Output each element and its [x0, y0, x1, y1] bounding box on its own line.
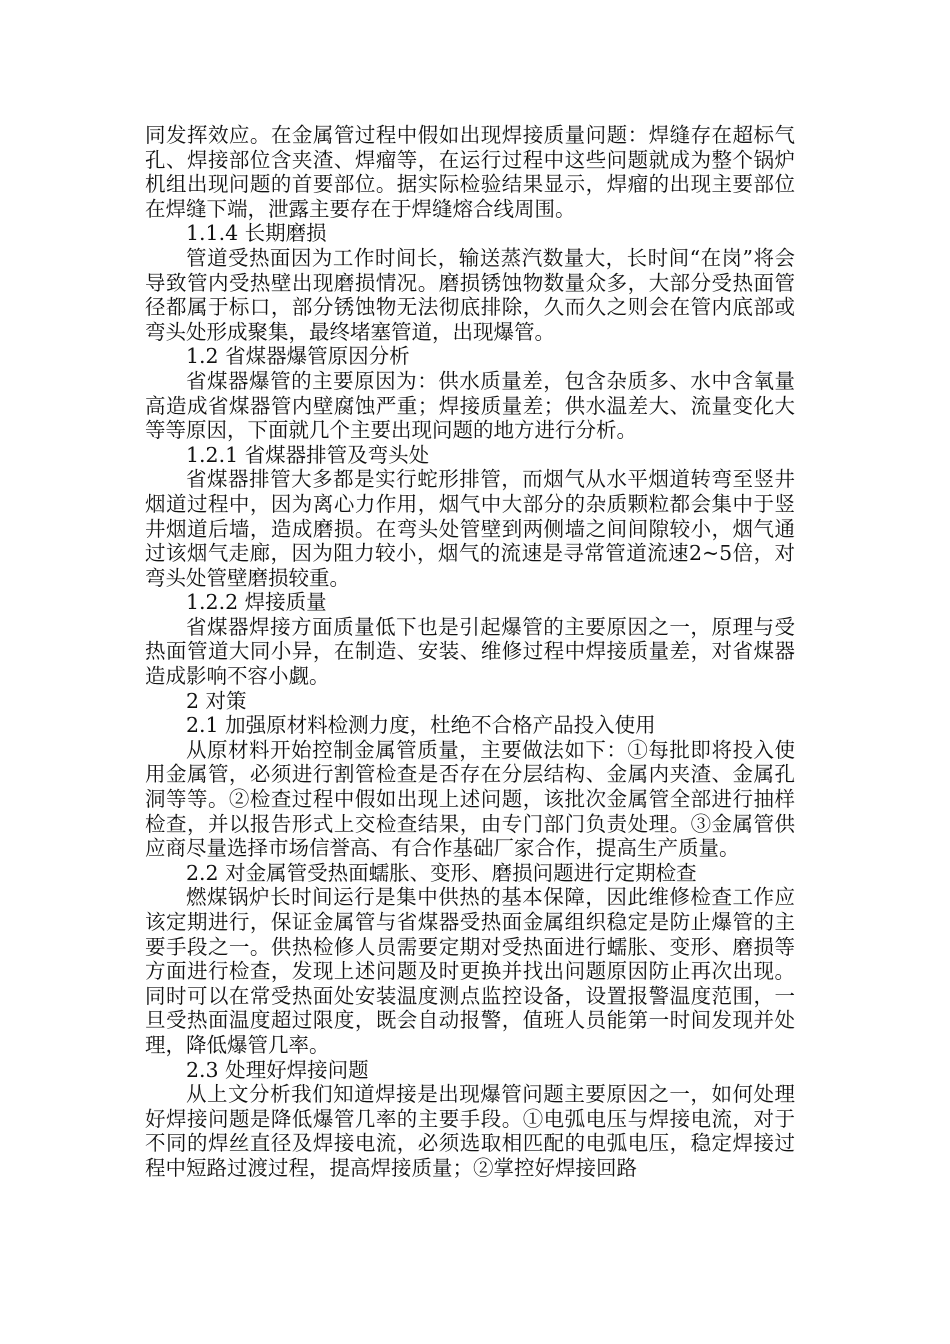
heading-1-2-2: 1.2.2 焊接质量 [186, 590, 327, 615]
heading-2-2: 2.2 对金属管受热面蠕胀、变形、磨损问题进行定期检查 [186, 860, 697, 885]
paragraph-long-term-wear: 管道受热面因为工作时间长，输送蒸汽数量大，长时间“在岗”将会导致管内受热壁出现磨损情况。磨损锈蚀物数量众多，大部分受热面管径都属于标口，部分锈蚀物无法彻底排除，久而久之则会在管内底部或弯头处形成聚集，最终堵塞管道，出现爆管。 [145, 245, 795, 344]
heading-2-3: 2.3 处理好焊接问题 [186, 1057, 369, 1082]
paragraph-welding-handling: 从上文分析我们知道焊接是出现爆管问题主要原因之一，如何处理好焊接问题是降低爆管几率的主要手段。①电弧电压与焊接电流，对于不同的焊丝直径及焊接电流，必须选取相匹配的电弧电压，稳定焊接过程中短路过渡过程，提高焊接质量；②掌控好焊接回路 [145, 1082, 795, 1180]
paragraph-economizer-causes: 省煤器爆管的主要原因为：供水质量差，包含杂质多、水中含氧量高造成省煤器管内壁腐蚀严重；焊接质量差；供水温差大、流量变化大等等原因，下面就几个主要出现问题的地方进行分析。 [145, 368, 795, 443]
paragraph-continuation: 同发挥效应。在金属管过程中假如出现焊接质量问题：焊缝存在超标气孔、焊接部位含夹渣、焊瘤等，在运行过程中这些问题就成为整个锅炉机组出现问题的首要部位。据实际检验结果显示，焊瘤的出现主要部位在焊缝下端，泄露主要存在于焊缝熔合线周围。 [145, 123, 795, 221]
heading-2-1: 2.1 加强原材料检测力度，杜绝不合格产品投入使用 [186, 713, 656, 738]
heading-1-1-4: 1.1.4 长期磨损 [186, 221, 327, 246]
paragraph-economizer-bends: 省煤器排管大多都是实行蛇形排管，而烟气从水平烟道转弯至竖井烟道过程中，因为离心力作用，烟气中大部分的杂质颗粒都会集中于竖井烟道后墙，造成磨损。在弯头处管壁到两侧墙之间间隙较小，烟气通过该烟气走廊，因为阻力较小，烟气的流速是寻常管道流速2~5倍，对弯头处管壁磨损较重。 [145, 467, 795, 590]
document-page [145, 123, 795, 1181]
paragraph-periodic-inspection: 燃煤锅炉长时间运行是集中供热的基本保障，因此维修检查工作应该定期进行，保证金属管与省煤器受热面金属组织稳定是防止爆管的主要手段之一。供热检修人员需要定期对受热面进行蠕胀、变形、磨损等方面进行检查，发现上述问题及时更换并找出问题原因防止再次出现。同时可以在常受热面处安装温度测点监控设备，设置报警温度范围，一旦受热面温度超过限度，既会自动报警，值班人员能第一时间发现并处理，降低爆管几率。 [145, 885, 795, 1057]
heading-2: 2 对策 [186, 688, 247, 713]
heading-1-2: 1.2 省煤器爆管原因分析 [186, 344, 410, 369]
heading-1-2-1: 1.2.1 省煤器排管及弯头处 [186, 442, 430, 467]
paragraph-raw-material: 从原材料开始控制金属管质量，主要做法如下：①每批即将投入使用金属管，必须进行割管检查是否存在分层结构、金属内夹渣、金属孔洞等等。②检查过程中假如出现上述问题，该批次金属管全部进行抽样检查，并以报告形式上交检查结果，由专门部门负责处理。③金属管供应商尽量选择市场信誉高、有合作基础厂家合作，提高生产质量。 [145, 737, 795, 861]
paragraph-welding-quality: 省煤器焊接方面质量低下也是引起爆管的主要原因之一，原理与受热面管道大同小异，在制造、安装、维修过程中焊接质量差，对省煤器造成影响不容小觑。 [145, 614, 795, 689]
